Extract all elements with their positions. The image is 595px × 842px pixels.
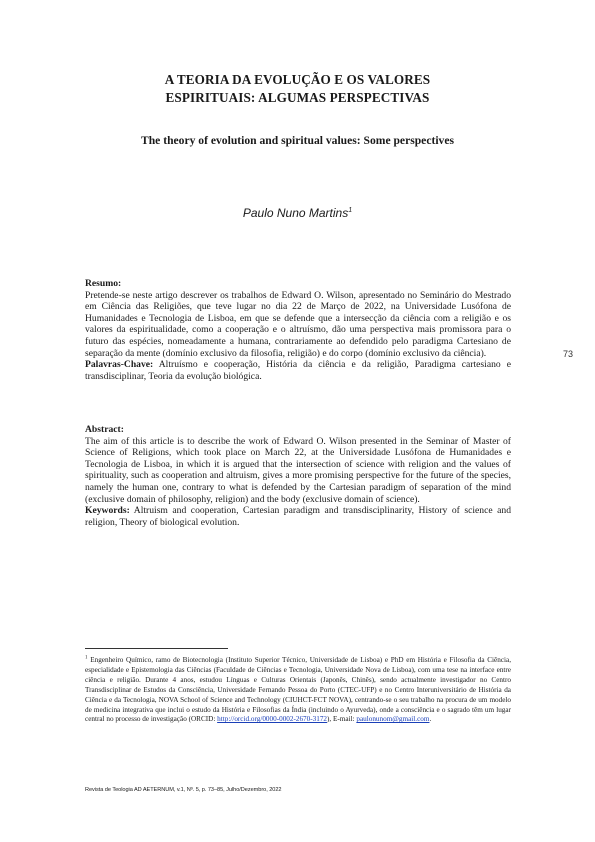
footnote-end: . <box>429 715 432 724</box>
abstract-section <box>85 424 511 528</box>
footnote-text: Engenheiro Químico, ramo de Biotecnologia (Instituto Superior Técnico, Universidade de Lisboa) e PhD em História e Filosofia da Ciência, especialidade e Epistemologia das Ciências (Faculdade de Ciências e Tecnologia, Universidade Nova de Lisboa), com uma tese na interface entre ciência e religião. Durante 4 anos, estudou Línguas e Culturas Orientais (Japonês, Chinês), sendo actualmente investigador no Centro Transdisciplinar de Estudos da Consciência, Universidade Fernando Pessoa do Porto (CTEC-UFP) e no Centro Interuniversitário de História da Ciência e da Tecnologia, NOVA School of Science and Technology (CIUHCT-FCT NOVA), centrando-se o seu trabalho na procura de um modelo de medicina integrativa que inclui o estudo da História e Filosofias da Índia (incluindo o Ayurveda), onde a consciência e o sagrado têm um lugar central no processo de investigação (ORCID: <box>85 656 511 724</box>
abstract-keywords-label: Keywords: <box>85 505 130 517</box>
abstract-text: The aim of this article is to describe the work of Edward O. Wilson presented in the Seminar of Master of Science of Religions, which took place on March 22, at the Universidade Lusófona de Humanidades e Tecnologia de Lisboa, in which it is argued that the intersection of science with religion and the values of spirituality, such as cooperation and altruism, gives a more promising perspective for the future of the species, namely the human one, contrary to what is defended by the Cartesian paradigm of separation of the mind (exclusive domain of philosophy, religion) and the body (exclusive domain of science). <box>85 435 511 505</box>
orcid-link[interactable]: http://orcid.org/0000-0002-2670-3172 <box>217 715 328 724</box>
author-name: Paulo Nuno Martins <box>242 206 349 220</box>
resumo-keywords-label: Palavras-Chave: <box>85 359 154 371</box>
resumo-text: Pretende-se neste artigo descrever os trabalhos de Edward O. Wilson, apresentado no Seminário do Mestrado em Ciência das Religiões, que teve lugar no dia 22 de Março de 2022, na Universidade Lusófona de Humanidades e Tecnologia de Lisboa, em que se defende que a intersecção da ciência com a religião e os valores da espiritualidade, como a cooperação e o altruísmo, dão uma perspectiva mais promissora para o futuro das espécies, nomeadamente a humana, contrariamente ao defendido pelo paradigma Cartesiano de separação da mente (domínio exclusivo da filosofia, religião) e do corpo (domínio exclusivo da ciência). <box>85 289 511 359</box>
article-title <box>60 71 535 107</box>
footnote-mid: ), E-mail: <box>327 715 357 724</box>
journal-citation: Revista de Teologia AD AETERNUM, v.1, Nº. 5, p. 73–85, Julho/Dezembro, 2022 <box>85 787 282 793</box>
footnote-mark: 1 <box>85 655 88 661</box>
footnote <box>85 656 511 725</box>
resumo-keywords <box>85 359 511 382</box>
resumo-section <box>85 278 511 382</box>
abstract-keywords <box>85 505 511 528</box>
author-line <box>60 205 535 221</box>
abstract-heading: Abstract: <box>85 424 124 435</box>
page-number: 73 <box>563 349 574 359</box>
footnote-divider <box>85 648 228 649</box>
resumo-heading: Resumo: <box>85 278 122 289</box>
article-subtitle: The theory of evolution and spiritual values: Some perspectives <box>140 134 455 147</box>
author-footnote-mark[interactable]: 1 <box>348 207 353 214</box>
resumo-keywords-text: Altruísmo e cooperação, História da ciência e da religião, Paradigma cartesiano e transdisciplinar, Teoria da evolução biológica. <box>85 359 511 382</box>
abstract-keywords-text: Altruism and cooperation, Cartesian paradigm and transdisciplinarity, History of science and religion, Theory of biological evolution. <box>85 505 511 528</box>
article-title-line-2: ESPIRITUAIS: ALGUMAS PERSPECTIVAS <box>165 90 430 105</box>
article-title-line-1: A TEORIA DA EVOLUÇÃO E OS VALORES <box>164 72 431 87</box>
email-link[interactable]: paulonunom@gmail.com <box>356 715 430 724</box>
